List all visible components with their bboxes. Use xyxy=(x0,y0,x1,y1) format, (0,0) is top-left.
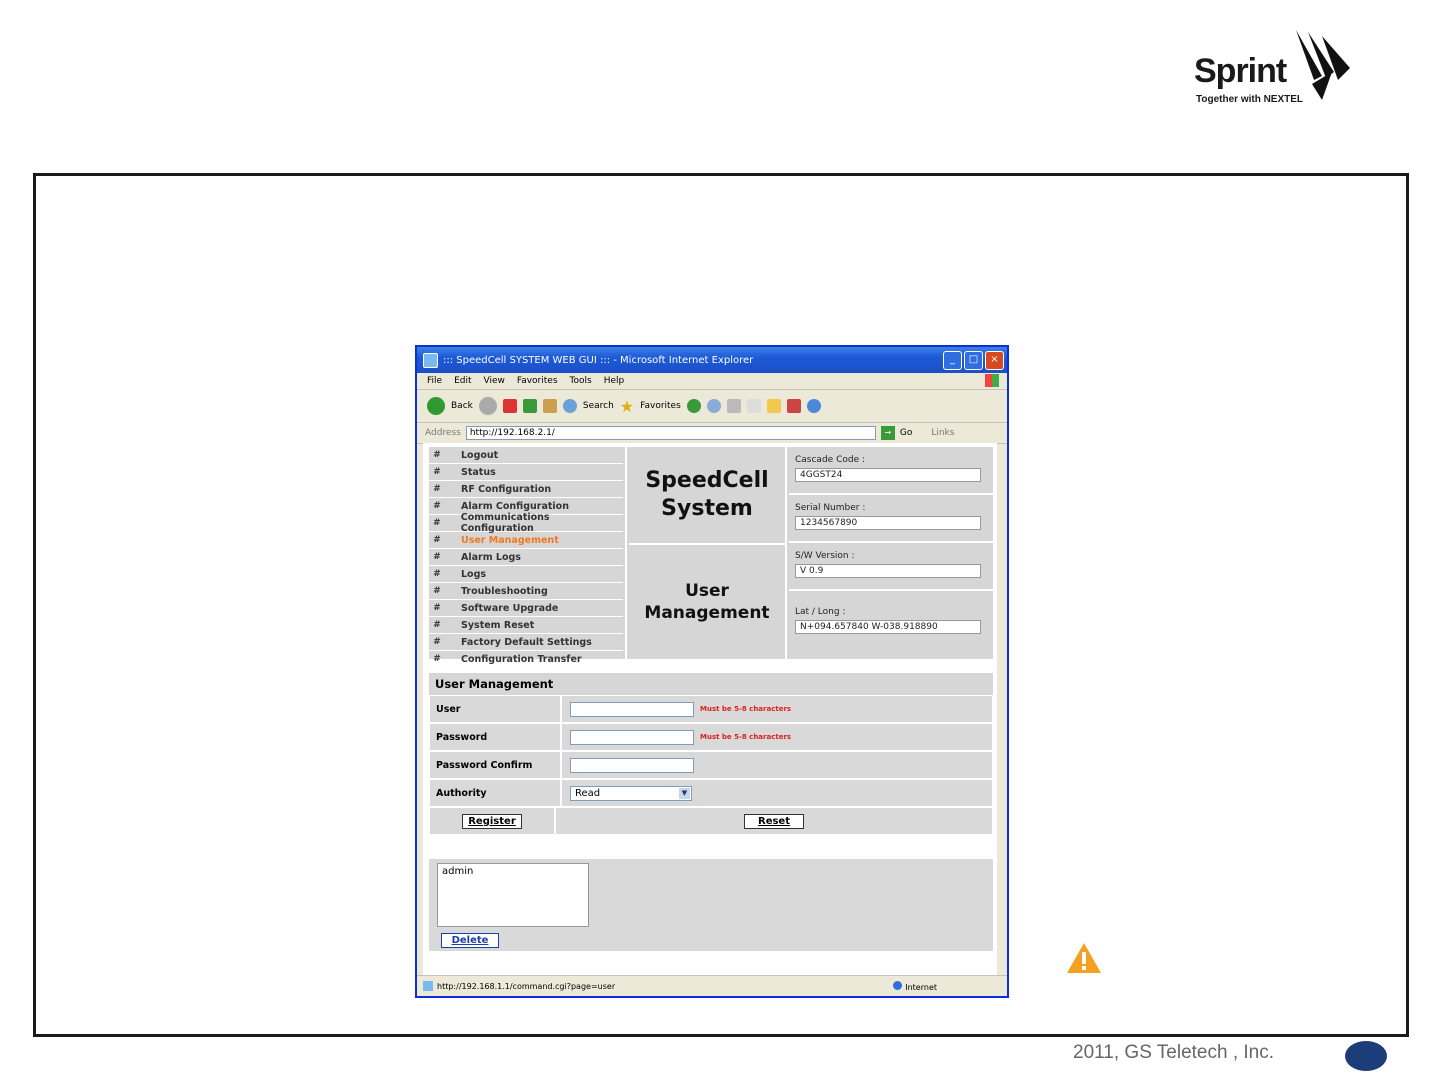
research-icon[interactable] xyxy=(787,399,801,413)
nav-label: Factory Default Settings xyxy=(461,636,592,648)
nav-label: System Reset xyxy=(461,619,535,631)
go-arrow-icon[interactable]: → xyxy=(881,426,895,440)
stop-icon[interactable] xyxy=(503,399,517,413)
nav-label: Troubleshooting xyxy=(461,585,548,597)
history-icon[interactable] xyxy=(687,399,701,413)
nav-hash: # xyxy=(433,518,441,528)
nav-label: Alarm Logs xyxy=(461,551,521,563)
sprint-wings-icon xyxy=(1292,28,1352,100)
print-icon[interactable] xyxy=(727,399,741,413)
nav-label: Software Upgrade xyxy=(461,602,559,614)
address-input[interactable] xyxy=(466,426,876,440)
globe-icon xyxy=(893,981,902,990)
status-url: http://192.168.1.1/command.cgi?page=user xyxy=(437,981,616,991)
edit-icon[interactable] xyxy=(747,399,761,413)
system-info xyxy=(789,447,993,653)
user-row xyxy=(429,695,993,723)
address-value: http://192.168.2.1/ xyxy=(469,428,555,438)
nav-hash: # xyxy=(433,484,441,494)
minimize-button[interactable]: _ xyxy=(943,351,962,370)
password-confirm-input[interactable] xyxy=(570,758,694,773)
nav-hash: # xyxy=(433,654,441,664)
serial-number-value: 1234567890 xyxy=(795,516,981,530)
menu-bar xyxy=(417,373,1007,390)
nav-item-software-upgrade[interactable] xyxy=(429,600,623,617)
warning-icon xyxy=(1066,942,1102,974)
nav-label: Logout xyxy=(461,449,499,461)
password-label: Password xyxy=(430,724,562,750)
address-label: Address xyxy=(425,428,461,438)
toolbar xyxy=(417,390,1007,423)
authority-select[interactable] xyxy=(570,786,692,801)
register-button[interactable]: Register xyxy=(462,814,522,829)
user-listbox[interactable] xyxy=(437,863,589,927)
nav-item-logout[interactable] xyxy=(429,447,623,464)
serial-number-cell xyxy=(789,495,993,543)
status-bar xyxy=(417,975,1007,996)
lat-long-label: Lat / Long : xyxy=(795,607,846,617)
page-number-badge xyxy=(1345,1041,1387,1071)
nav-hash: # xyxy=(433,603,441,613)
windows-logo-icon xyxy=(985,374,999,387)
mail-icon[interactable] xyxy=(707,399,721,413)
search-label[interactable]: Search xyxy=(582,401,614,411)
nav-item-configuration-transfer[interactable] xyxy=(429,651,623,668)
nav-label: Status xyxy=(461,466,496,478)
header-panel xyxy=(429,447,993,665)
nav-item-factory-default-settings[interactable] xyxy=(429,634,623,651)
internet-zone xyxy=(893,981,937,992)
page-title-line1: User xyxy=(685,581,729,601)
authority-row xyxy=(429,779,993,807)
title-bar xyxy=(417,347,1007,373)
logo-tagline: Together with NEXTEL xyxy=(1196,94,1304,105)
cascade-code-label: Cascade Code : xyxy=(795,455,865,465)
cascade-code-value: 4GGST24 xyxy=(795,468,981,482)
chevron-down-icon[interactable]: ▼ xyxy=(679,788,690,799)
user-list-panel xyxy=(429,859,993,951)
folder-icon[interactable] xyxy=(767,399,781,413)
lat-long-value: N+094.657840 W-038.918890 xyxy=(795,620,981,634)
home-icon[interactable] xyxy=(543,399,557,413)
zone-label: Internet xyxy=(905,983,937,992)
section-title: User Management xyxy=(429,673,993,695)
page-icon xyxy=(423,981,433,991)
logo-wordmark: Sprint xyxy=(1194,52,1287,90)
nav-item-troubleshooting[interactable] xyxy=(429,583,623,600)
sw-version-cell xyxy=(789,543,993,591)
user-hint: Must be 5-8 characters xyxy=(700,705,792,713)
ie-icon xyxy=(423,353,438,368)
action-row xyxy=(429,807,993,835)
search-icon[interactable] xyxy=(563,399,577,413)
page-content xyxy=(423,443,997,975)
nav-item-status[interactable] xyxy=(429,464,623,481)
nav-item-alarm-logs[interactable] xyxy=(429,549,623,566)
menu-view[interactable]: View xyxy=(483,376,505,386)
nav-hash: # xyxy=(433,552,441,562)
sw-version-label: S/W Version : xyxy=(795,551,855,561)
user-input[interactable] xyxy=(570,702,694,717)
nav-hash: # xyxy=(433,637,441,647)
authority-label: Authority xyxy=(430,780,562,806)
address-bar xyxy=(417,423,1007,444)
menu-favorites[interactable]: Favorites xyxy=(516,376,558,386)
nav-label: Logs xyxy=(461,568,487,580)
title-panel xyxy=(629,447,785,659)
page-title-line2: Management xyxy=(644,603,770,623)
nav-item-system-reset[interactable] xyxy=(429,617,623,634)
password-row xyxy=(429,723,993,751)
authority-value: Read xyxy=(575,787,601,799)
ie-window xyxy=(415,345,1009,998)
divider xyxy=(785,447,787,659)
page-title xyxy=(629,545,785,659)
back-label[interactable]: Back xyxy=(451,401,473,411)
links-label[interactable]: Links xyxy=(931,428,955,438)
lat-long-cell xyxy=(789,591,993,653)
nav-menu xyxy=(429,447,623,668)
back-arrow-icon[interactable] xyxy=(427,397,445,415)
sprint-logo xyxy=(1194,28,1364,108)
reset-cell xyxy=(556,814,992,829)
password-confirm-label: Password Confirm xyxy=(430,752,562,778)
user-label: User xyxy=(430,696,562,722)
menu-file[interactable]: File xyxy=(427,376,443,386)
menu-help[interactable]: Help xyxy=(603,376,625,386)
divider xyxy=(625,447,627,659)
delete-button[interactable]: Delete xyxy=(441,933,499,948)
nav-hash: # xyxy=(433,450,441,460)
password-hint: Must be 5-8 characters xyxy=(700,733,792,741)
favorites-star-icon[interactable]: ★ xyxy=(619,396,635,416)
nav-item-communications-configuration[interactable] xyxy=(429,512,623,534)
nav-item-rf-configuration[interactable] xyxy=(429,481,623,498)
nav-label: Communications Configuration xyxy=(460,512,550,534)
system-title-line2: System xyxy=(661,496,753,521)
nav-label: Configuration Transfer xyxy=(461,653,582,665)
reset-button[interactable]: Reset xyxy=(744,814,804,829)
nav-hash: # xyxy=(433,586,441,596)
nav-hash: # xyxy=(433,569,441,579)
favorites-label[interactable]: Favorites xyxy=(640,401,681,411)
close-button[interactable]: × xyxy=(985,351,1004,370)
sw-version-value: V 0.9 xyxy=(795,564,981,578)
messenger-icon[interactable] xyxy=(807,399,821,413)
copyright-footer: 2011, GS Teletech , Inc. xyxy=(1073,1042,1275,1063)
system-title xyxy=(629,447,785,545)
go-label[interactable]: Go xyxy=(899,428,913,438)
password-input[interactable] xyxy=(570,730,694,745)
nav-hash: # xyxy=(433,535,441,545)
menu-tools[interactable]: Tools xyxy=(569,376,592,386)
nav-item-user-management[interactable] xyxy=(429,532,623,549)
system-title-line1: SpeedCell xyxy=(645,468,769,493)
list-item[interactable]: admin xyxy=(442,866,474,877)
nav-hash: # xyxy=(433,620,441,630)
forward-arrow-icon[interactable] xyxy=(479,397,497,415)
window-title: ::: SpeedCell SYSTEM WEB GUI ::: - Microsoft Internet Explorer xyxy=(443,354,754,366)
serial-number-label: Serial Number : xyxy=(795,503,866,513)
nav-label: Alarm Configuration xyxy=(461,500,569,512)
register-cell xyxy=(430,808,556,834)
user-management-form xyxy=(429,673,993,835)
refresh-icon[interactable] xyxy=(523,399,537,413)
menu-edit[interactable]: Edit xyxy=(454,376,472,386)
maximize-button[interactable]: □ xyxy=(964,351,983,370)
nav-item-logs[interactable] xyxy=(429,566,623,583)
password-confirm-row xyxy=(429,751,993,779)
nav-hash: # xyxy=(433,467,441,477)
nav-label: RF Configuration xyxy=(461,483,552,495)
nav-label: User Management xyxy=(461,534,559,546)
cascade-code-cell xyxy=(789,447,993,495)
nav-hash: # xyxy=(433,501,441,511)
